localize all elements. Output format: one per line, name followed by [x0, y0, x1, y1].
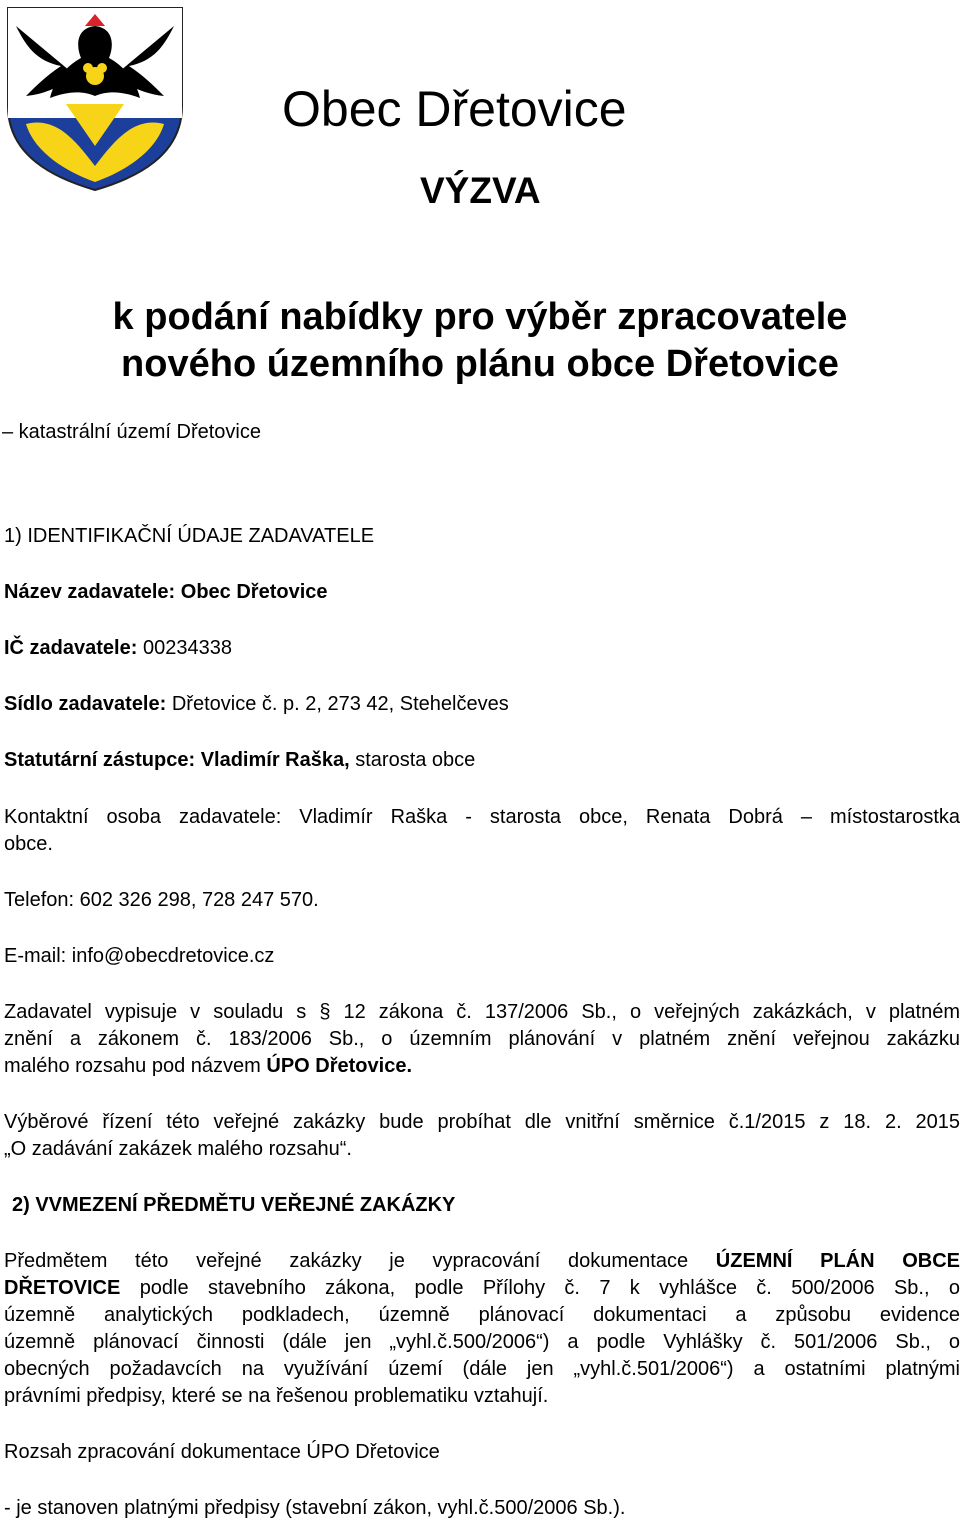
subject-line-6: právními předpisy, které se na řešenou problematiku vztahují.	[4, 1385, 549, 1407]
law-line-1: Zadavatel vypisuje v souladu s § 12 zákona č. 137/2006 Sb., o veřejných zakázkách, v platném	[4, 1001, 960, 1023]
statutory-value: starosta obce	[355, 749, 476, 771]
scope-line: - je stanoven platnými předpisy (stavební zákon, vyhl.č.500/2006 Sb.).	[4, 1497, 626, 1519]
subject-line-1-text: Předmětem této veřejné zakázky je vypracování dokumentace	[4, 1250, 689, 1272]
contact-line-1: Kontaktní osoba zadavatele: Vladimír Raška - starosta obce, Renata Dobrá – místostarostka	[4, 806, 960, 828]
procedure-line-1: Výběrové řízení této veřejné zakázky bude probíhat dle vnitřní směrnice č.1/2015 z 18. 2. 2015	[4, 1111, 960, 1133]
heading-line-2: nového územního plánu obce Dřetovice	[121, 343, 839, 385]
subject-emphasis-2: DŘETOVICE	[4, 1277, 121, 1299]
cadastral-note: – katastrální území Dřetovice	[2, 421, 261, 443]
subject-emphasis-1: ÚZEMNÍ PLÁN OBCE	[715, 1250, 960, 1272]
procedure-line-2: „O zadávání zakázek malého rozsahu“.	[4, 1138, 352, 1160]
subject-line-3: územně analytických podkladech, územně plánovací dokumentaci a způsobu evidence	[4, 1304, 960, 1326]
section-2-title: 2) VVMEZENÍ PŘEDMĚTU VEŘEJNÉ ZAKÁZKY	[12, 1194, 456, 1216]
heading-line-1: k podání nabídky pro výběr zpracovatele	[112, 296, 848, 338]
contact-line-2: obce.	[4, 833, 53, 855]
project-name: ÚPO Dřetovice.	[266, 1055, 412, 1077]
subject-line-2	[4, 1275, 960, 1302]
page-title: Obec Dřetovice	[282, 81, 627, 137]
statutory-row	[4, 747, 475, 774]
subject-line-1	[4, 1248, 960, 1275]
statutory-label: Statutární zástupce: Vladimír Raška,	[4, 749, 350, 771]
name-row	[4, 579, 328, 606]
seat-label: Sídlo zadavatele:	[4, 693, 167, 715]
seat-value: Dřetovice č. p. 2, 273 42, Stehelčeves	[171, 693, 509, 715]
name-value: Obec Dřetovice	[180, 581, 328, 603]
ic-value: 00234338	[142, 637, 232, 659]
name-label: Název zadavatele:	[4, 581, 176, 603]
scope-title: Rozsah zpracování dokumentace ÚPO Dřetovice	[4, 1441, 440, 1463]
law-line-3	[4, 1053, 412, 1080]
document-type: VÝZVA	[420, 170, 541, 211]
seat-row	[4, 691, 509, 718]
ic-label: IČ zadavatele:	[4, 637, 138, 659]
section-1-title: 1) IDENTIFIKAČNÍ ÚDAJE ZADAVATELE	[4, 525, 375, 547]
law-line-2: znění a zákonem č. 183/2006 Sb., o územním plánování v platném znění veřejnou zakázku	[4, 1028, 960, 1050]
subject-line-5: obecných požadavcích na využívání území (dále jen „vyhl.č.501/2006“) a ostatními platnými	[4, 1358, 960, 1380]
email: E-mail: info@obecdretovice.cz	[4, 945, 275, 967]
subject-line-4: územně plánovací činnosti (dále jen „vyhl.č.500/2006“) a podle Vyhlášky č. 501/2006 Sb., o	[4, 1331, 960, 1353]
law-line-3-text: malého rozsahu pod názvem	[4, 1055, 261, 1077]
coat-of-arms-logo	[6, 6, 184, 192]
phone: Telefon: 602 326 298, 728 247 570.	[4, 889, 319, 911]
subject-line-2-text: podle stavebního zákona, podle Přílohy č. 7 k vyhlášce č. 500/2006 Sb., o	[139, 1277, 960, 1299]
ic-row	[4, 635, 232, 662]
